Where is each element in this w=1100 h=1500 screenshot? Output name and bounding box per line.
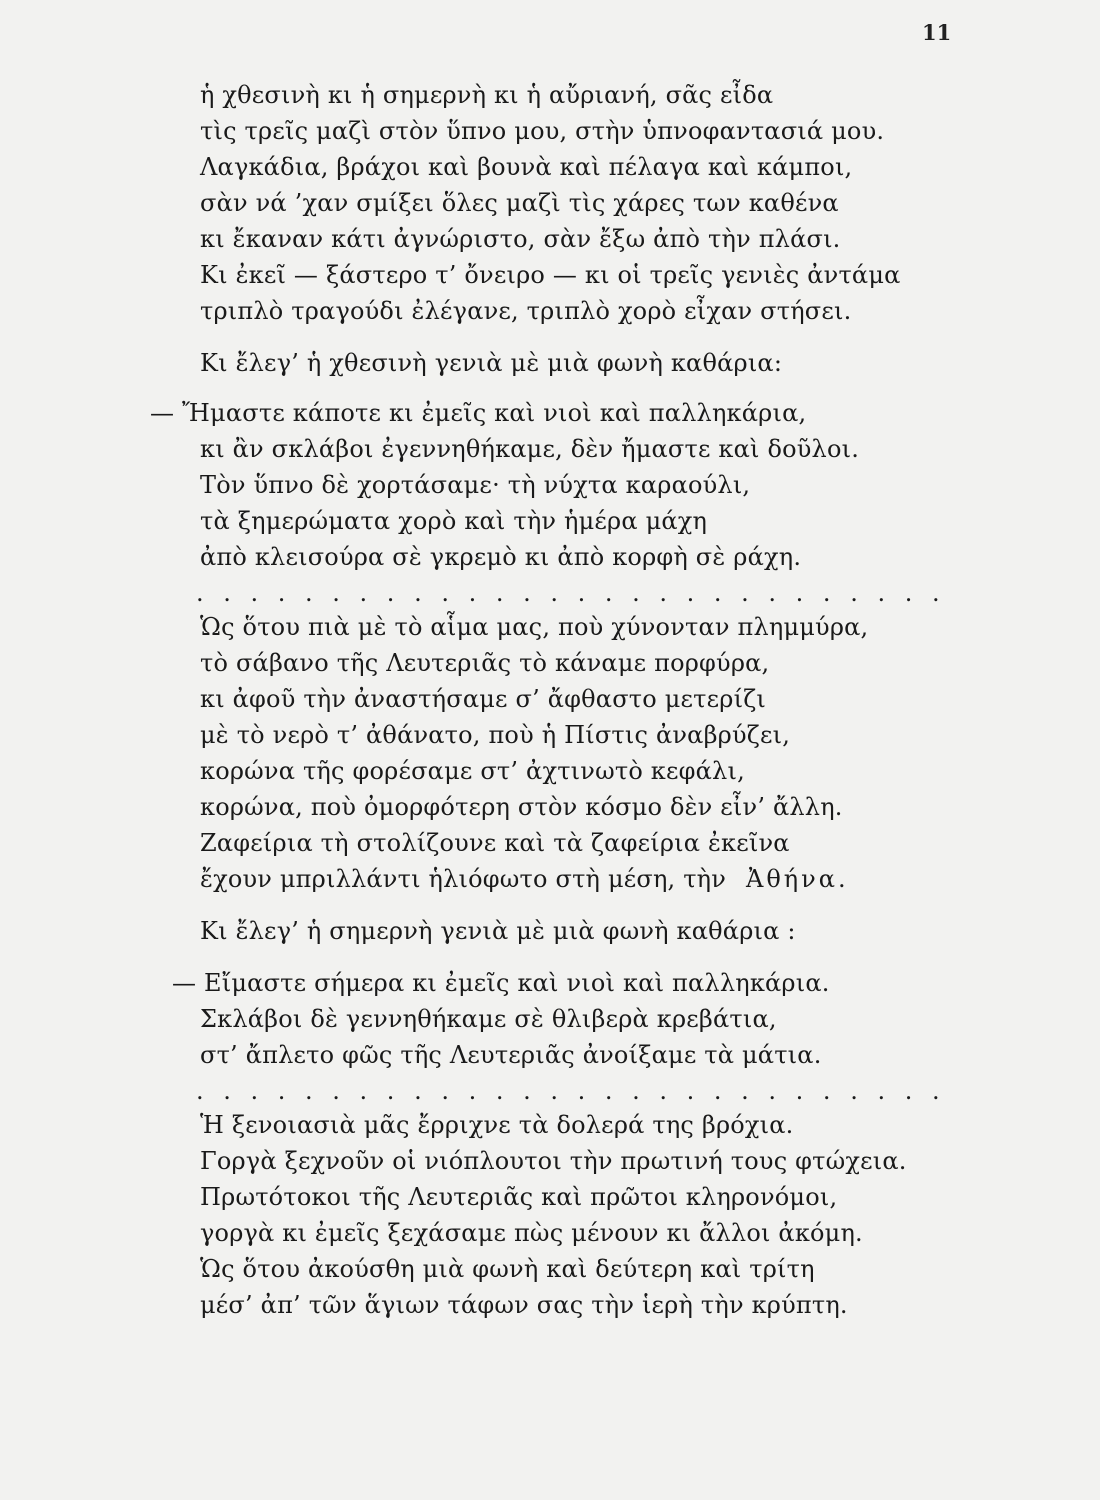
ellipsis-divider: . . . . . . . . . . . . . . . . . . . . . . . . . . . . — [196, 579, 946, 607]
poem-line: κι ἂν σκλάβοι ἐγεννηθήκαμε, δὲν ἤμαστε καὶ δοῦλοι. — [200, 435, 860, 463]
poem-line: Ὡς ὅτου ἀκούσθη μιὰ φωνὴ καὶ δεύτερη καὶ τρίτη — [200, 1255, 815, 1283]
poem-line: Σκλάβοι δὲ γεννηθήκαμε σὲ θλιβερὰ κρεβάτια, — [200, 1005, 777, 1033]
poem-line: κι ἀφοῦ τὴν ἀναστήσαμε σ’ ἄφθαστο μετερίζι — [200, 685, 767, 713]
poem-line: κορώνα, ποὺ ὀμορφότερη στὸν κόσμο δὲν εἶν’ ἄλλη. — [200, 793, 843, 821]
poem-line: — Ἤμαστε κάποτε κι ἐμεῖς καὶ νιοὶ καὶ παλληκάρια, — [150, 399, 807, 427]
poem-line: τὶς τρεῖς μαζὶ στὸν ὕπνο μου, στὴν ὑπνοφαντασιά μου. — [200, 117, 885, 145]
poem-line: κι ἔκαναν κάτι ἀγνώριστο, σὰν ἔξω ἀπὸ τὴν πλάσι. — [200, 225, 841, 253]
poem-line: Λαγκάδια, βράχοι καὶ βουνὰ καὶ πέλαγα καὶ κάμποι, — [200, 153, 853, 181]
poem-line: ἡ χθεσινὴ κι ἡ σημερνὴ κι ἡ αὔριανή, σᾶς εἶδα — [200, 81, 774, 109]
poem-line-athena: Ἀθήνα. — [746, 865, 849, 893]
poem-line: Κι ἔλεγ’ ἡ σημερνὴ γενιὰ μὲ μιὰ φωνὴ καθάρια : — [200, 917, 796, 945]
poem-line: τὰ ξημερώματα χορὸ καὶ τὴν ἡμέρα μάχη — [200, 507, 708, 535]
poem-line: τριπλὸ τραγούδι ἐλέγανε, τριπλὸ χορὸ εἶχαν στήσει. — [200, 297, 852, 325]
poem-line: ἀπὸ κλεισούρα σὲ γκρεμὸ κι ἀπὸ κορφὴ σὲ ράχη. — [200, 543, 802, 571]
poem-line: — Εἴμαστε σήμερα κι ἐμεῖς καὶ νιοὶ καὶ παλληκάρια. — [172, 969, 830, 997]
poem-line: ἔχουν μπριλλάντι ἡλιόφωτο στὴ μέση, τὴν — [200, 865, 727, 893]
poem-line: Ἡ ξενοιασιὰ μᾶς ἔρριχνε τὰ δολερά της βρόχια. — [200, 1111, 794, 1139]
poem-line: Τὸν ὕπνο δὲ χορτάσαμε· τὴ νύχτα καραούλι, — [200, 471, 751, 499]
poem-line: γοργὰ κι ἐμεῖς ξεχάσαμε πὼς μένουν κι ἄλλοι ἀκόμη. — [200, 1219, 863, 1247]
poem-line: στ’ ἄπλετο φῶς τῆς Λευτεριᾶς ἀνοίξαμε τὰ μάτια. — [200, 1041, 822, 1069]
poem-line: κορώνα τῆς φορέσαμε στ’ ἀχτινωτὸ κεφάλι, — [200, 757, 745, 785]
poem-line: Κι ἐκεῖ — ξάστερο τ’ ὄνειρο — κι οἱ τρεῖς γενιὲς ἀντάμα — [200, 261, 901, 289]
poem-line: μέσ’ ἀπ’ τῶν ἅγιων τάφων σας τὴν ἱερὴ τὴν κρύπτη. — [200, 1291, 848, 1319]
poem-line: Γοργὰ ξεχνοῦν οἱ νιόπλουτοι τὴν πρωτινή τους φτώχεια. — [200, 1147, 907, 1175]
ellipsis-divider: . . . . . . . . . . . . . . . . . . . . . . . . . . . . — [196, 1077, 946, 1105]
poem-line: μὲ τὸ νερὸ τ’ ἀθάνατο, ποὺ ἡ Πίστις ἀναβρύζει, — [200, 721, 791, 749]
poem-line: τὸ σάβανο τῆς Λευτεριᾶς τὸ κάναμε πορφύρα, — [200, 649, 770, 677]
poem-line: Κι ἔλεγ’ ἡ χθεσινὴ γενιὰ μὲ μιὰ φωνὴ καθάρια: — [200, 349, 783, 377]
poem-line: Ὡς ὅτου πιὰ μὲ τὸ αἷμα μας, ποὺ χύνονταν πλημμύρα, — [200, 613, 869, 641]
poem-line: Πρωτότοκοι τῆς Λευτεριᾶς καὶ πρῶτοι κληρονόμοι, — [200, 1183, 838, 1211]
poem-line: Ζαφείρια τὴ στολίζουνε καὶ τὰ ζαφείρια ἐκεῖνα — [200, 829, 790, 857]
poem-line: σὰν νά ’χαν σμίξει ὅλες μαζὶ τὶς χάρες των καθένα — [200, 189, 839, 217]
page-number: 11 — [922, 20, 952, 45]
